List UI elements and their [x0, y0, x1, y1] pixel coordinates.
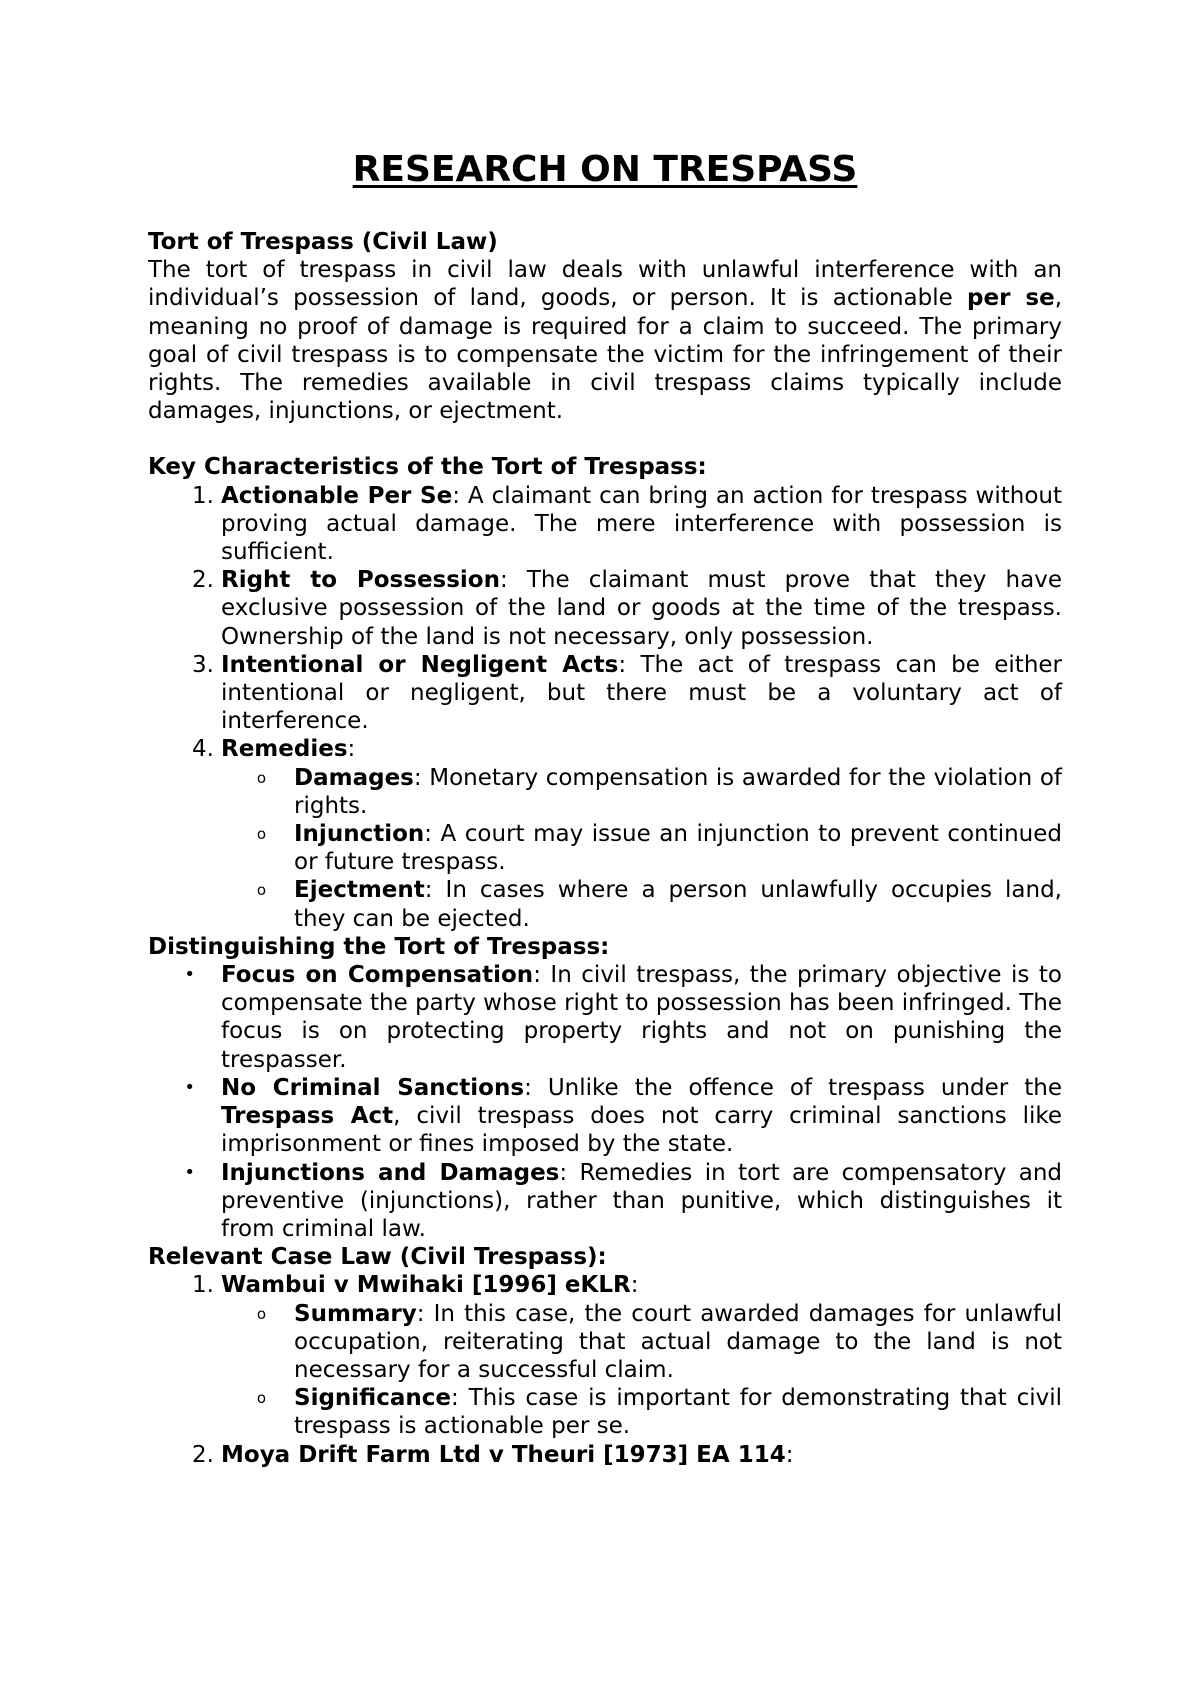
section-distinguishing — [148, 933, 1062, 1243]
sub-list-item — [221, 764, 1062, 820]
document-title: RESEARCH ON TRESPASS — [352, 149, 858, 190]
section-key-characteristics — [148, 453, 1062, 932]
sub-list-item — [221, 1384, 1062, 1440]
list-text: : Remedies in tort are compensatory and preventive (injunctions), rather than punitive, which distinguishes it from criminal law. — [221, 1159, 1062, 1242]
list-text: : The act of trespass can be either intentional or negligent, but there must be a voluntary act of interference. — [221, 651, 1063, 735]
section-tort-of-trespass — [148, 228, 1062, 425]
para-text: The tort of trespass in civil law deals with unlawful interference with an individual’s possession of land, goods, or person. It is actionable — [148, 257, 1062, 312]
bullet-icon: • — [184, 1076, 195, 1098]
list-item — [148, 482, 1062, 567]
list-term: Right to Possession — [221, 567, 500, 594]
list-item — [148, 1441, 1062, 1469]
circle-bullet-icon: o — [256, 1304, 267, 1323]
sub-list-item — [221, 1300, 1062, 1385]
list-number: 2. — [192, 567, 214, 594]
case-title: Moya Drift Farm Ltd v Theuri [1973] EA 114 — [221, 1441, 786, 1468]
list-text: : In cases where a person unlawfully occupies land, they can be ejected. — [294, 877, 1062, 932]
list-text: : — [630, 1272, 639, 1299]
bullet-item — [148, 961, 1062, 1074]
list-text: : This case is important for demonstrating that civil trespass is actionable per se. — [294, 1385, 1062, 1440]
list-item — [148, 566, 1062, 651]
list-term: Injunction — [294, 821, 425, 848]
list-text: : Monetary compensation is awarded for the violation of rights. — [294, 764, 1062, 819]
list-bold-mid: Trespass Act — [221, 1103, 394, 1130]
sub-list-item — [221, 820, 1062, 876]
sub-list-item — [221, 876, 1062, 932]
circle-bullet-icon: o — [256, 768, 267, 787]
document-page — [148, 0, 1062, 1469]
list-text: : The claimant must prove that they have exclusive possession of the land or goods at the time of the trespass. Ownership of the land is not necessary, only possession. — [221, 567, 1062, 650]
list-text: : Unlike the offence of trespass under the — [524, 1074, 1063, 1101]
circle-bullet-icon: o — [256, 881, 267, 900]
intro-paragraph — [148, 256, 1062, 425]
list-item — [148, 1271, 1062, 1299]
list-item — [148, 651, 1062, 736]
circle-bullet-icon: o — [256, 825, 267, 844]
list-text: : — [785, 1441, 794, 1468]
list-number: 1. — [192, 482, 214, 509]
list-number: 3. — [192, 651, 214, 678]
list-term: No Criminal Sanctions — [221, 1074, 525, 1101]
list-text: : A claimant can bring an action for trespass without proving actual damage. The mere interference with possession is sufficient. — [221, 482, 1063, 566]
list-item — [148, 735, 1062, 763]
bullet-item — [148, 1159, 1062, 1244]
list-term: Ejectment — [294, 877, 425, 904]
list-term: Remedies — [221, 736, 348, 763]
section-heading: Distinguishing the Tort of Trespass: — [148, 933, 610, 960]
list-term: Intentional or Negligent Acts — [221, 651, 619, 678]
list-term: Injunctions and Damages — [221, 1159, 560, 1186]
list-text: : In this case, the court awarded damages for unlawful occupation, reiterating that actual damage to the land is not necessary for a successful claim. — [294, 1300, 1062, 1383]
section-case-law — [148, 1243, 1062, 1469]
list-text: : — [347, 736, 356, 763]
list-term: Summary — [294, 1300, 417, 1327]
list-term: Significance — [294, 1385, 451, 1412]
circle-bullet-icon: o — [256, 1389, 267, 1408]
section-heading: Key Characteristics of the Tort of Trespass: — [148, 454, 707, 481]
section-heading: Relevant Case Law (Civil Trespass): — [148, 1244, 607, 1271]
bullet-icon: • — [184, 964, 195, 986]
list-number: 1. — [192, 1272, 214, 1299]
para-bold: per se — [967, 285, 1055, 312]
para-text: , meaning no proof of damage is required for a claim to succeed. The primary goal of civil trespass is to compensate the victim for the infringement of their rights. The remedies available in civil trespass claims typically include damages, injunctions, or ejectment. — [148, 285, 1063, 425]
list-term: Actionable Per Se — [221, 482, 453, 509]
case-title: Wambui v Mwihaki [1996] eKLR — [221, 1272, 631, 1299]
list-term: Damages — [294, 764, 414, 791]
bullet-item — [148, 1074, 1062, 1159]
list-term: Focus on Compensation — [221, 962, 534, 989]
list-number: 2. — [192, 1441, 214, 1468]
section-heading: Tort of Trespass (Civil Law) — [148, 229, 498, 255]
list-number: 4. — [192, 736, 214, 763]
bullet-icon: • — [184, 1161, 195, 1183]
list-text: , civil trespass does not carry criminal sanctions like imprisonment or fines imposed by the state. — [221, 1103, 1062, 1158]
list-text: : A court may issue an injunction to prevent continued or future trespass. — [294, 821, 1062, 876]
list-text: : In civil trespass, the primary objective is to compensate the party whose right to possession has been infringed. The focus is on protecting property rights and not on punishing the trespasser. — [221, 962, 1062, 1073]
